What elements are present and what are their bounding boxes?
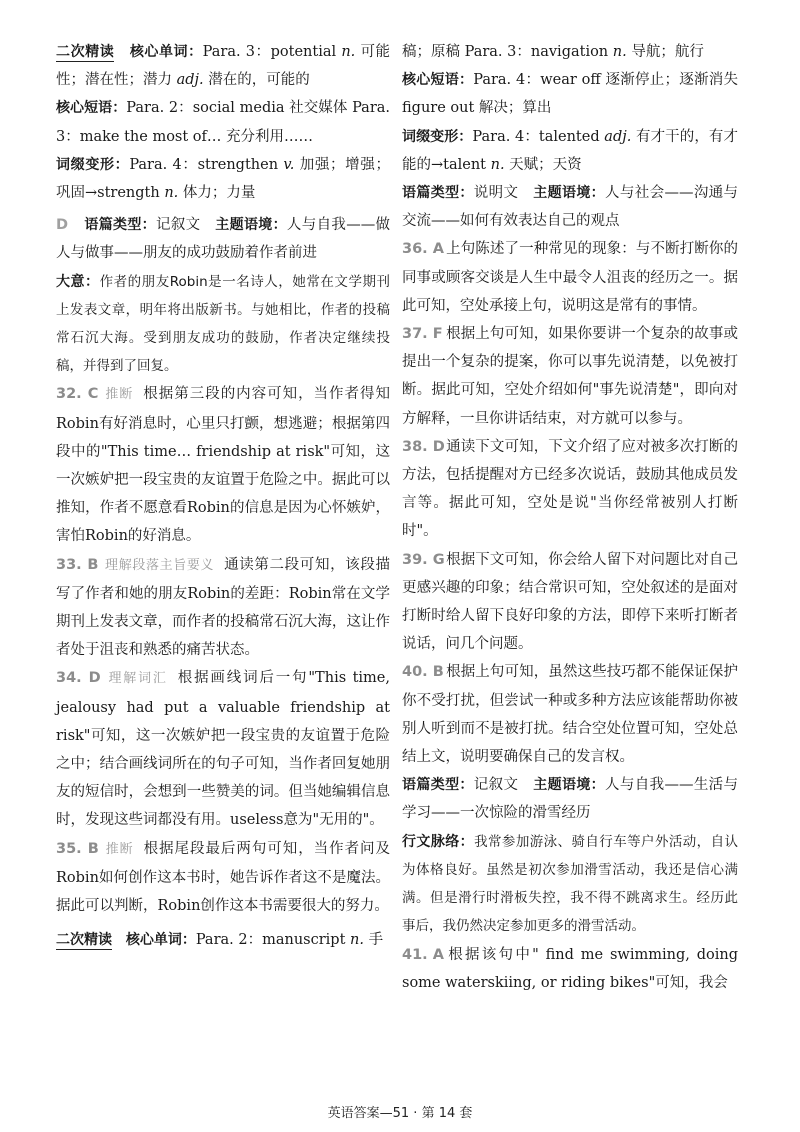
part-of-speech: v.	[283, 156, 295, 173]
theme-label: 主题语境：	[533, 777, 606, 794]
affix-text: Para. 4：talented	[472, 128, 605, 145]
passage-letter: D	[56, 217, 69, 234]
answer-number: 37. F	[402, 326, 443, 343]
answer-explanation: 根据尾段最后两句可知，当作者问及Robin如何创作这本书时，她告诉作者这不是魔法。据此可以判断，Robin创作这本书需要很大的努力。	[56, 840, 390, 915]
answer-number: 36. A	[402, 241, 444, 258]
answer-number: 38. D	[402, 438, 445, 455]
affix-block	[402, 123, 738, 179]
text-flow-block	[402, 828, 738, 941]
type-value: 说明文	[473, 185, 519, 202]
page-footer: 英语答案—51 · 第 14 套	[327, 1106, 473, 1121]
answer-number: 32. C	[56, 386, 99, 403]
core-phrases-label: 核心短语：	[402, 72, 474, 89]
type-value: 记叙文	[156, 217, 201, 234]
core-phrases-text: Para. 4：wear off 逐渐停止；逐渐消失 figure out 解决；算出	[402, 72, 739, 117]
summary-label: 大意：	[56, 273, 100, 290]
vocab-text: Para. 2：manuscript	[195, 932, 351, 949]
theme-value: 人与社会——沟通与交流——如何有效表达自己的观点	[402, 185, 739, 230]
passage-d-info	[56, 211, 390, 267]
right-column	[402, 38, 738, 997]
text-flow-label: 行文脉络：	[402, 833, 475, 850]
answer-explanation: 根据上句可知，如果你要讲一个复杂的故事或提出一个复杂的提案，你可以事先说清楚，以免被打断。据此可知，空处介绍如何"事先说清楚"，即向对方解释，一旦你讲话结束，对方就可以参与。	[402, 326, 738, 427]
answer-explanation: 上句陈述了一种常见的现象：与不断打断你的同事或顾客交谈是人生中最令人沮丧的经历之一。据此可知，空处承接上句，说明这是常有的事情。	[402, 241, 738, 314]
question-type-tag: 理解段落主旨要义	[104, 557, 215, 573]
type-label: 语篇类型：	[84, 217, 156, 234]
answer-explanation: 根据下文可知，你会给人留下对问题比对自己更感兴趣的印象；结合常识可知，空处叙述的是面对打断时给人留下良好印象的方法，即停下来听打断者说话，问几个问题。	[402, 551, 738, 653]
core-phrases-block	[402, 66, 738, 122]
affix-block	[56, 151, 390, 207]
text-flow-text: 我常参加游泳、骑自行车等户外活动，自认为体格良好。虽然是初次参加滑雪活动，我还是信心满满。但是滑行时滑板失控，我不得不跳离求生。经历此事后，我仍然决定参加更多的滑雪活动。	[402, 833, 739, 935]
part-of-speech: n.	[612, 44, 627, 60]
core-words-block-2	[56, 926, 390, 954]
passage-info-2	[402, 771, 738, 827]
core-words-label: 核心单词：	[125, 932, 196, 949]
answer-32	[56, 380, 390, 550]
answer-explanation: 根据第三段的内容可知，当作者得知Robin有好消息时，心里只打颤，想逃避；根据第四段中的"This time… friendship at risk"可知，这一次嫉妒把一段宝贵的友谊置于危险之中。据此可以推知，作者不愿意看Robin的信息是因为心怀嫉妒，害怕Robin的好消息。	[56, 386, 390, 545]
passage-info	[402, 179, 738, 235]
affix-text: 加强；增强；巩固→strength	[56, 156, 390, 202]
core-words-block	[56, 38, 390, 94]
summary-block	[56, 268, 390, 381]
theme-label: 主题语境：	[533, 185, 606, 202]
part-of-speech: adj.	[176, 72, 204, 89]
answer-number: 33. B	[56, 556, 99, 573]
section-header: 二次精读	[56, 932, 112, 949]
type-label: 语篇类型：	[402, 777, 474, 794]
question-type-tag: 推断	[104, 841, 134, 857]
answer-39	[402, 546, 738, 659]
part-of-speech: n.	[490, 156, 505, 173]
theme-value: 人与自我——做人与做事——朋友的成功鼓励着作者前进	[56, 217, 391, 262]
question-type-tag: 推断	[104, 387, 134, 403]
vocab-text: 导航；航行	[626, 44, 704, 60]
type-label: 语篇类型：	[402, 185, 474, 202]
answer-34	[56, 664, 390, 834]
vocab-text: Para. 3：potential	[202, 44, 342, 60]
summary-text: 作者的朋友Robin是一名诗人，她常在文学期刊上发表文章，明年将出版新书。与她相比，作者的投稿常石沉大海。受到朋友成功的鼓励，作者决定继续投稿，并得到了回复。	[56, 273, 390, 375]
part-of-speech: n.	[350, 932, 364, 949]
answer-37	[402, 320, 738, 433]
vocab-text: 可能性；潜在性；潜力	[56, 44, 391, 89]
vocab-text: 潜在的，可能的	[203, 72, 310, 89]
part-of-speech: adj.	[604, 128, 632, 145]
affix-text: 天赋；天资	[504, 156, 582, 173]
answer-36	[402, 235, 738, 320]
affix-text: 体力；力量	[178, 185, 256, 202]
core-phrases-text: Para. 2：social media 社交媒体 Para. 3：make the most of… 充分利用……	[56, 100, 391, 145]
core-phrases-label: 核心短语：	[56, 100, 127, 117]
answer-35	[56, 835, 390, 921]
core-words-label: 核心单词：	[129, 44, 203, 60]
answer-number: 41. A	[402, 946, 444, 963]
theme-value: 人与自我——生活与学习——一次惊险的滑雪经历	[402, 777, 739, 822]
answer-explanation: 根据画线词后一句"This time, jealousy had put a valuable friendship at risk"可知，这一次嫉妒把一段宝贵的友谊置于危险之中；结合画线词所在的句子可知，当作者回复她朋友的短信时，会想到一些赞美的词。但当她编辑信息时，发现这些词都没有用。useless意为"无用的"。	[56, 670, 390, 829]
answer-explanation: 通读第二段可知，该段描写了作者和她的朋友Robin的差距：Robin常在文学期刊上发表文章，而作者的投稿常石沉大海，这让作者处于沮丧和熟悉的痛苦状态。	[56, 556, 390, 659]
answer-number: 34. D	[56, 670, 101, 687]
vocab-text: 稿；原稿 Para. 3：navigation	[402, 44, 613, 60]
affix-label: 词缀变形：	[56, 156, 130, 173]
type-value: 记叙文	[473, 777, 519, 794]
affix-text: 有才干的，有才能的→talent	[402, 128, 738, 173]
answer-33	[56, 551, 390, 665]
theme-label: 主题语境：	[215, 217, 287, 234]
affix-text: Para. 4：strengthen	[129, 156, 284, 173]
answer-number: 40. B	[402, 664, 444, 681]
part-of-speech: n.	[164, 185, 179, 202]
section-header: 二次精读	[56, 44, 115, 60]
part-of-speech: n.	[341, 44, 356, 60]
answer-38	[402, 433, 738, 546]
core-words-continued	[402, 38, 738, 66]
answer-41	[402, 941, 738, 997]
answer-explanation: 根据该句中" find me swimming, doing some waterskiing, or riding bikes"可知，我会	[402, 946, 738, 991]
core-phrases-block	[56, 94, 390, 150]
answer-number: 35. B	[56, 840, 99, 857]
answer-40	[402, 658, 738, 771]
answer-explanation: 通读下文可知，下文介绍了应对被多次打断的方法，包括提醒对方已经多次说话，鼓励其他成员发言等。据此可知，空处是说"当你经常被别人打断时"。	[402, 438, 738, 540]
question-type-tag: 理解词汇	[106, 671, 168, 687]
answer-explanation: 根据上句可知，虽然这些技巧都不能保证保护你不受打扰，但尝试一种或多种方法应该能帮助你被别人听到而不是被打扰。结合空处位置可知，空处总结上文，说明要确保自己的发言权。	[402, 664, 738, 766]
answer-number: 39. G	[402, 551, 445, 568]
vocab-text: 手	[363, 932, 384, 949]
left-column	[56, 38, 390, 955]
affix-label: 词缀变形：	[402, 128, 473, 145]
